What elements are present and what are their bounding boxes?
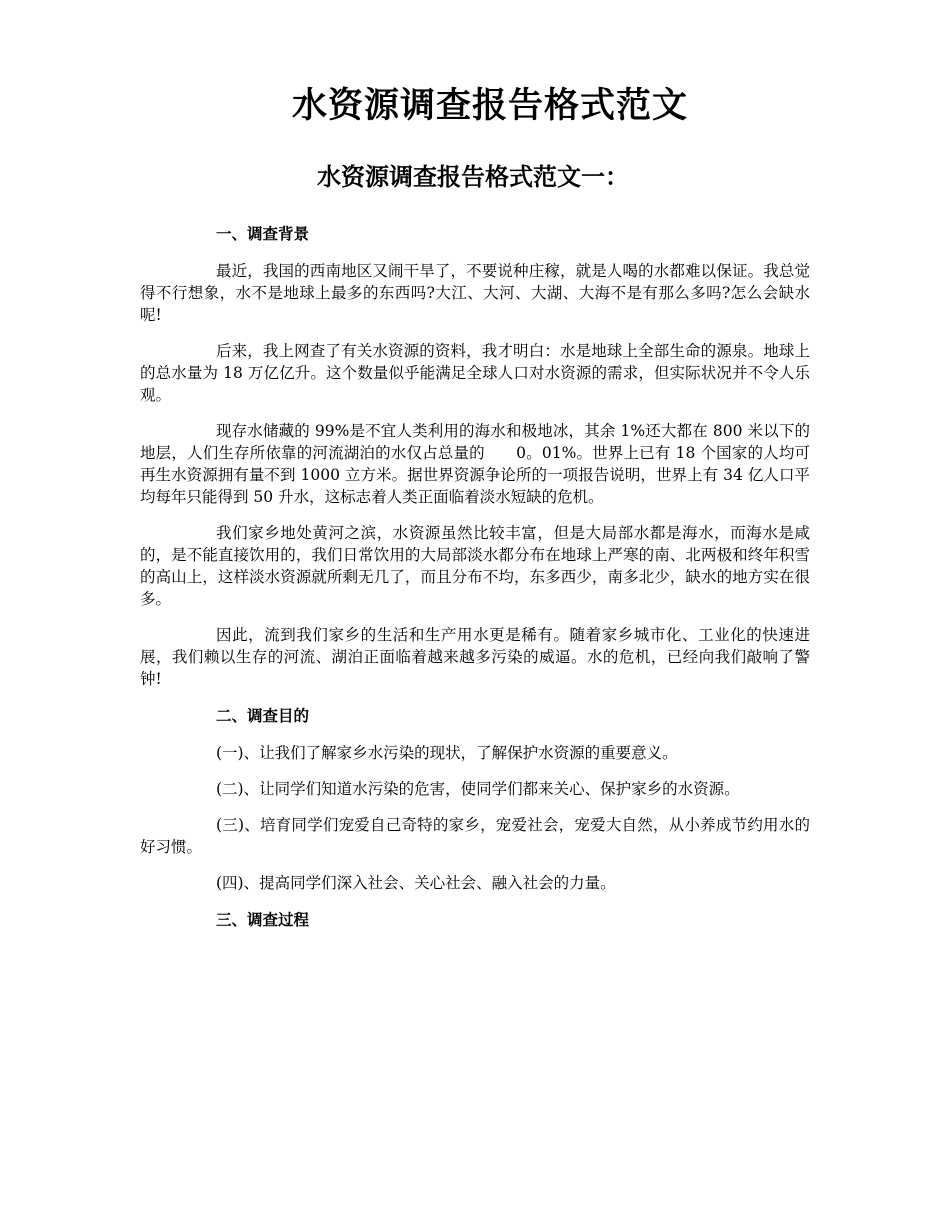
document-subtitle: 水资源调查报告格式范文一： [317, 162, 629, 191]
background-paragraph-1: 最近，我国的西南地区又闹干旱了，不要说种庄稼，就是人喝的水都难以保证。我总觉得不行想象，水不是地球上最多的东西吗?大江、大河、大湖、大海不是有那么多吗?怎么会缺水呢! [140, 262, 810, 324]
purpose-item-3: (三)、培育同学们宠爱自己奇特的家乡，宠爱社会，宠爱大自然，从小养成节约用水的好习惯。 [140, 816, 810, 856]
purpose-item-4: (四)、提高同学们深入社会、关心社会、融入社会的力量。 [216, 874, 616, 892]
background-paragraph-3: 现存水储藏的 99%是不宜人类利用的海水和极地冰，其余 1%还大都在 800 米以下的地层，人们生存所依靠的河流湖泊的水仅占总量的 0。01%。世界上已有 18 个国家的人均可再生水资源拥有量不到 1000 立方米。据世界资源争论所的一项报告说明，世界上有 34 亿人口平均每年只能得到 50 升水，这标志着人类正面临着淡水短缺的危机。 [140, 422, 810, 506]
document-body [140, 222, 810, 946]
section-heading-purpose: 二、调查目的 [216, 707, 310, 725]
section-heading-process: 三、调查过程 [216, 911, 310, 929]
background-paragraph-5: 因此，流到我们家乡的生活和生产用水更是稀有。随着家乡城市化、工业化的快速进展，我们赖以生存的河流、湖泊正面临着越来越多污染的威逼。水的危机，已经向我们敲响了警钟! [140, 626, 810, 688]
section-heading-background: 一、调查背景 [216, 225, 310, 243]
purpose-item-1: (一)、让我们了解家乡水污染的现状，了解保护水资源的重要意义。 [216, 744, 678, 762]
document-title: 水资源调查报告格式范文 [291, 85, 688, 126]
background-paragraph-2: 后来，我上网查了有关水资源的资料，我才明白：水是地球上全部生命的源泉。地球上的总水量为 18 万亿亿升。这个数量似乎能满足全球人口对水资源的需求，但实际状况并不令人乐观。 [140, 342, 810, 404]
purpose-item-2: (二)、让同学们知道水污染的危害，使同学们都来关心、保护家乡的水资源。 [216, 780, 740, 798]
background-paragraph-4: 我们家乡地处黄河之滨，水资源虽然比较丰富，但是大局部水都是海水，而海水是咸的，是不能直接饮用的，我们日常饮用的大局部淡水都分布在地球上严寒的南、北两极和终年积雪的高山上，这样淡水资源就所剩无几了，而且分布不均，东多西少，南多北少，缺水的地方实在很多。 [140, 524, 810, 608]
